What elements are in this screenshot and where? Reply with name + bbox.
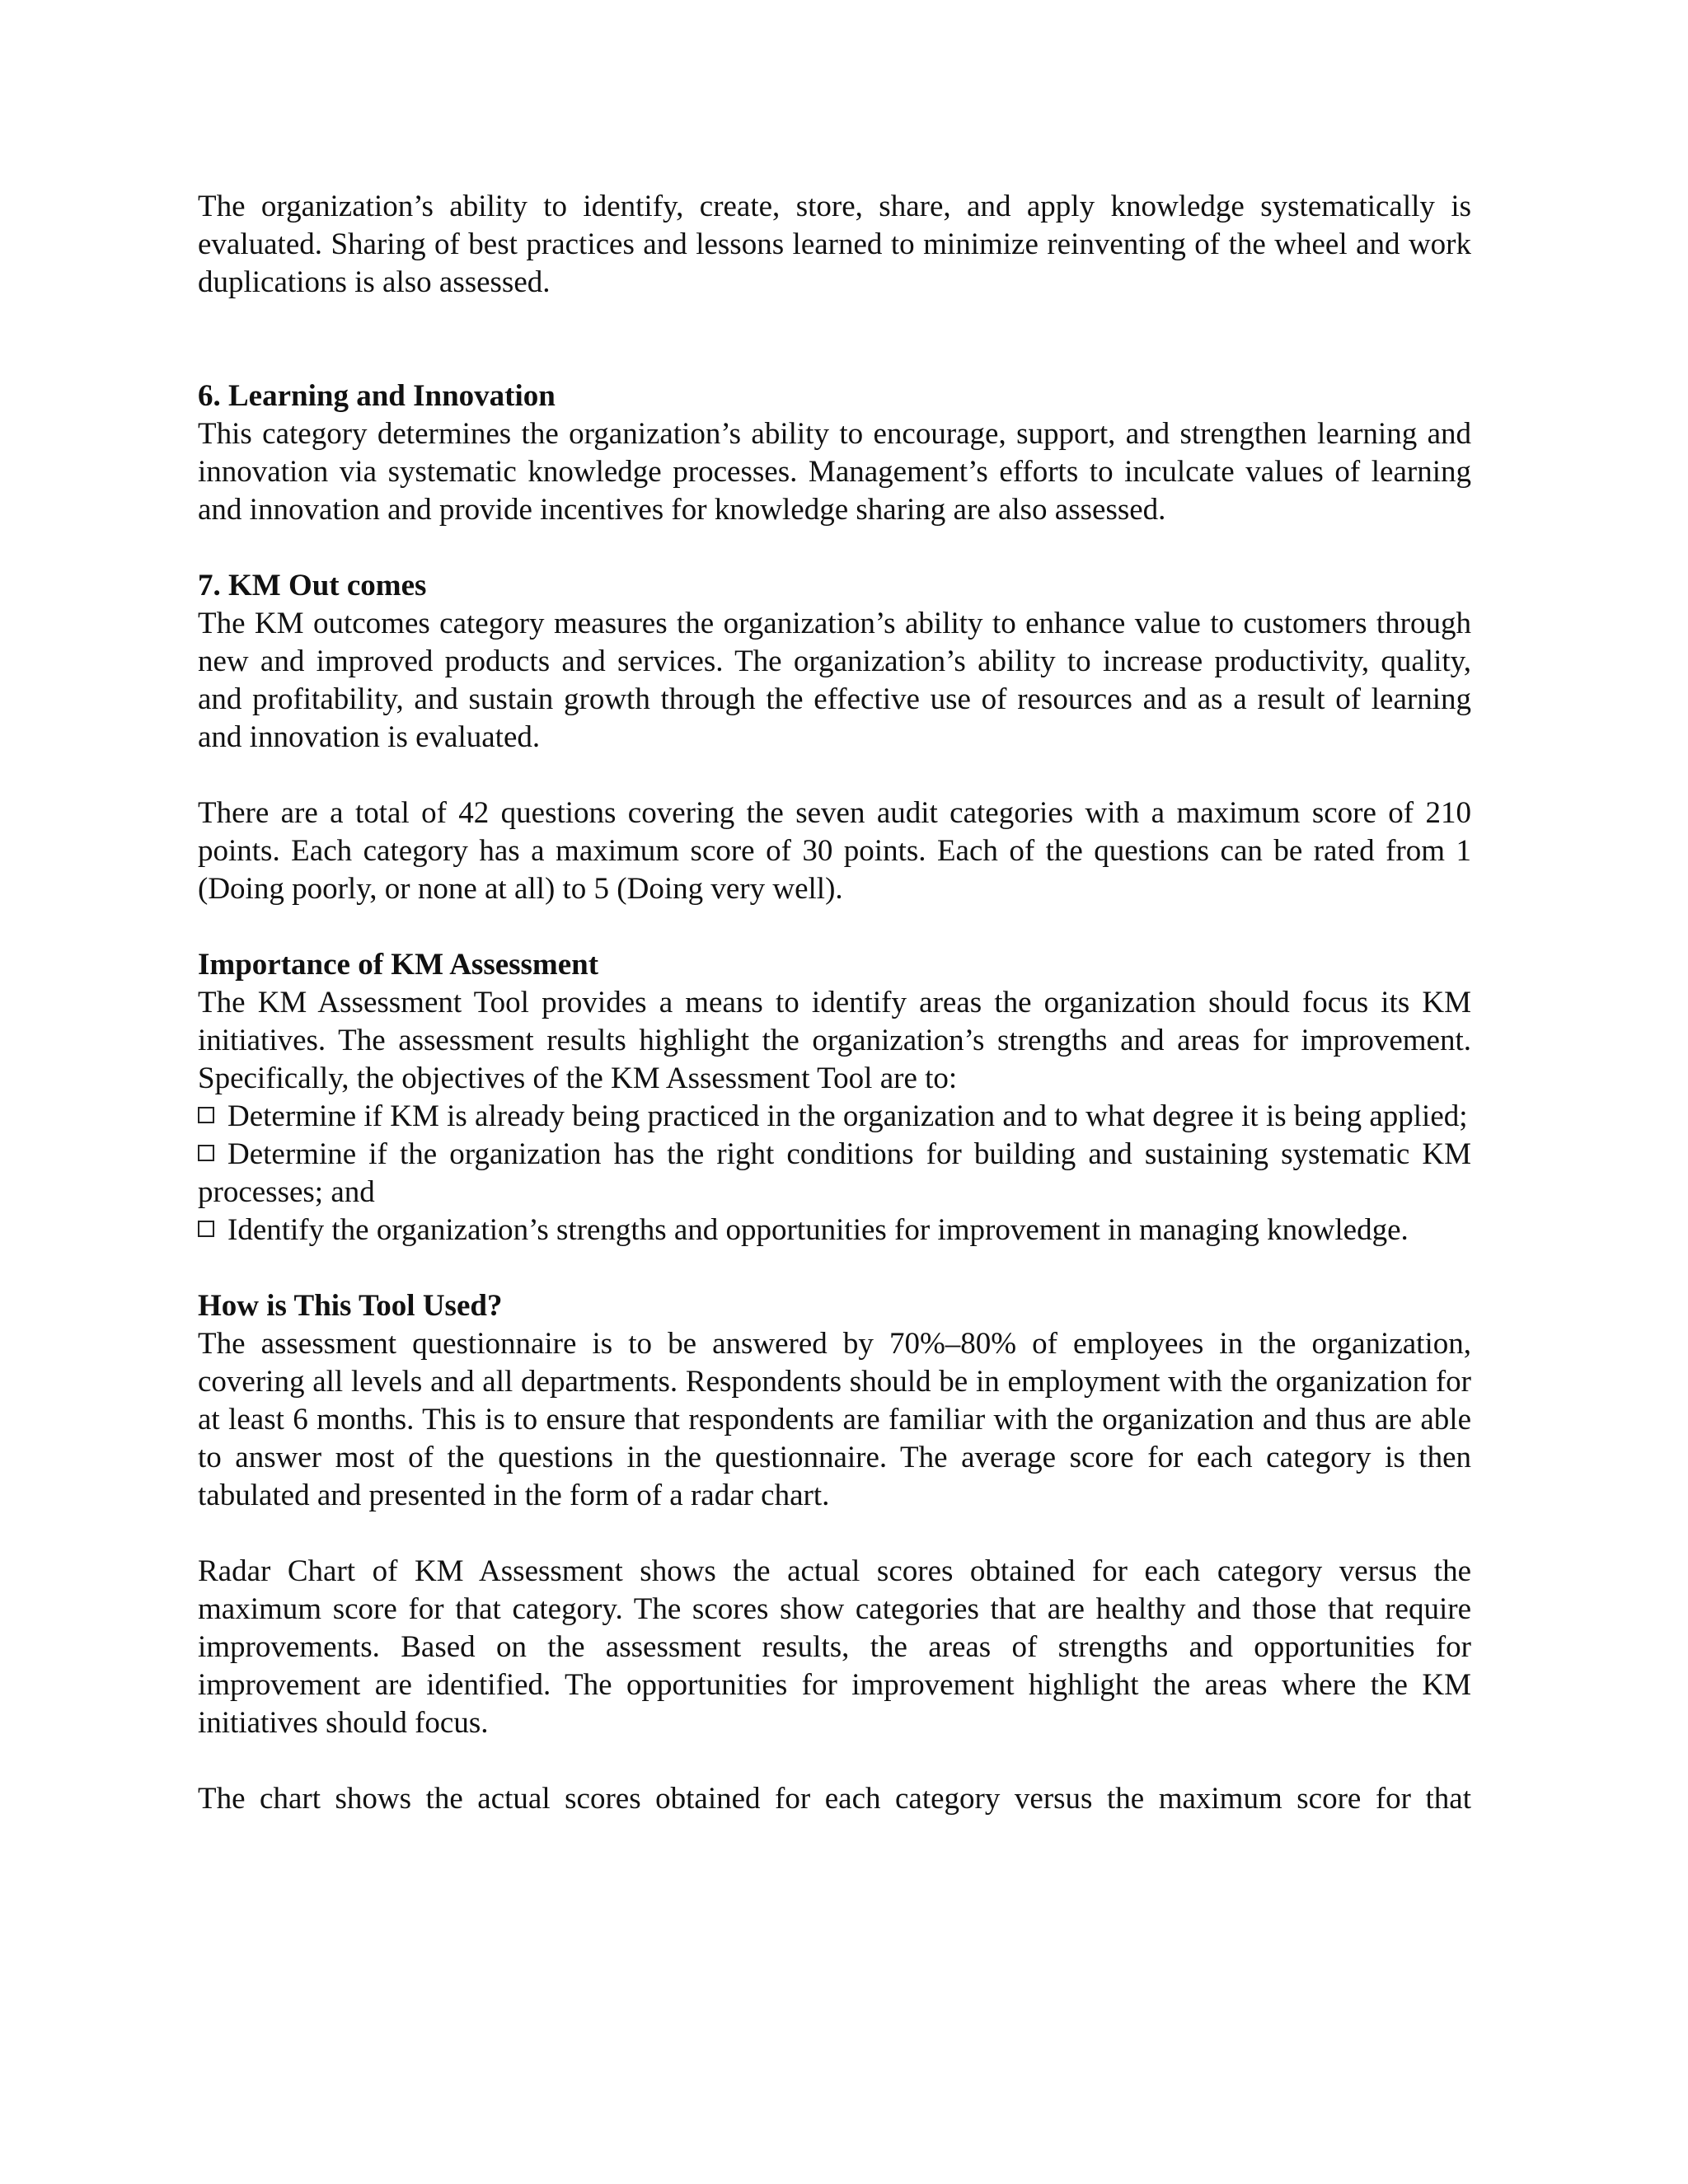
- how-used-body: The assessment questionnaire is to be answered by 70%–80% of employees in the organization, covering all levels and all departments. Respondents should be in employment with the organization for at least 6 months. This is to ensure that respondents are familiar with the organization and thus are able to answer most of the questions in the questionnaire. The average score for each category is then tabulated and presented in the form of a radar chart.: [198, 1327, 1471, 1512]
- importance-body: The KM Assessment Tool provides a means to identify areas the organization should focus its KM initiatives. The assessment results highlight the organization’s strengths and areas for improvement. Specifically, the objectives of the KM Assessment Tool are to:: [198, 986, 1471, 1095]
- spacer: [198, 1742, 1471, 1780]
- spacer: [198, 302, 1471, 377]
- spacer: [198, 757, 1471, 794]
- importance-bullet: [198, 1098, 1471, 1136]
- radar-chart-paragraph: Radar Chart of KM Assessment shows the actual scores obtained for each category versus the maximum score for that category. The scores show categories that are healthy and those that require improvements. Based on the assessment results, the areas of strengths and opportunities for improvement are identified. The opportunities for improvement highlight the areas where the KM initiatives should focus.: [198, 1554, 1471, 1740]
- importance-heading: Importance of KM Assessment: [198, 948, 599, 982]
- section-6-body: This category determines the organization’s ability to encourage, support, and strengthen learning and innovation via systematic knowledge processes. Management’s efforts to inculcate values of learning and innovation and provide incentives for knowledge sharing are also assessed.: [198, 417, 1471, 527]
- bullet-text: Determine if the organization has the right conditions for building and sustaining systematic KM processes; and: [198, 1137, 1471, 1209]
- section-6-heading: 6. Learning and Innovation: [198, 379, 556, 413]
- how-used-heading: How is This Tool Used?: [198, 1289, 503, 1323]
- spacer: [198, 908, 1471, 946]
- spacer: [198, 1249, 1471, 1287]
- bullet-text: Determine if KM is already being practiced in the organization and to what degree it is being applied;: [227, 1099, 1468, 1133]
- questions-paragraph: There are a total of 42 questions covering the seven audit categories with a maximum score of 210 points. Each category has a maximum score of 30 points. Each of the questions can be rated from 1 (Doing poorly, or none at all) to 5 (Doing very well).: [198, 796, 1471, 906]
- bullet-text: Identify the organization’s strengths and opportunities for improvement in managing knowledge.: [227, 1213, 1409, 1247]
- checkbox-bullet-icon: [198, 1221, 214, 1237]
- intro-paragraph: The organization’s ability to identify, create, store, share, and apply knowledge systematically is evaluated. Sharing of best practices and lessons learned to minimize reinventing of the wheel and work duplications is also assessed.: [198, 190, 1471, 299]
- importance-bullet: [198, 1212, 1471, 1249]
- spacer: [198, 1515, 1471, 1553]
- importance-bullet: [198, 1136, 1471, 1212]
- final-line: The chart shows the actual scores obtained for each category versus the maximum score for that: [198, 1782, 1471, 1816]
- document-page: [198, 188, 1471, 1818]
- checkbox-bullet-icon: [198, 1107, 214, 1123]
- section-7-body: The KM outcomes category measures the organization’s ability to enhance value to customers through new and improved products and services. The organization’s ability to increase productivity, quality, and profitability, and sustain growth through the effective use of resources and as a result of learning and innovation is evaluated.: [198, 607, 1471, 754]
- checkbox-bullet-icon: [198, 1145, 214, 1161]
- section-7-heading: 7. KM Out comes: [198, 569, 427, 602]
- spacer: [198, 529, 1471, 567]
